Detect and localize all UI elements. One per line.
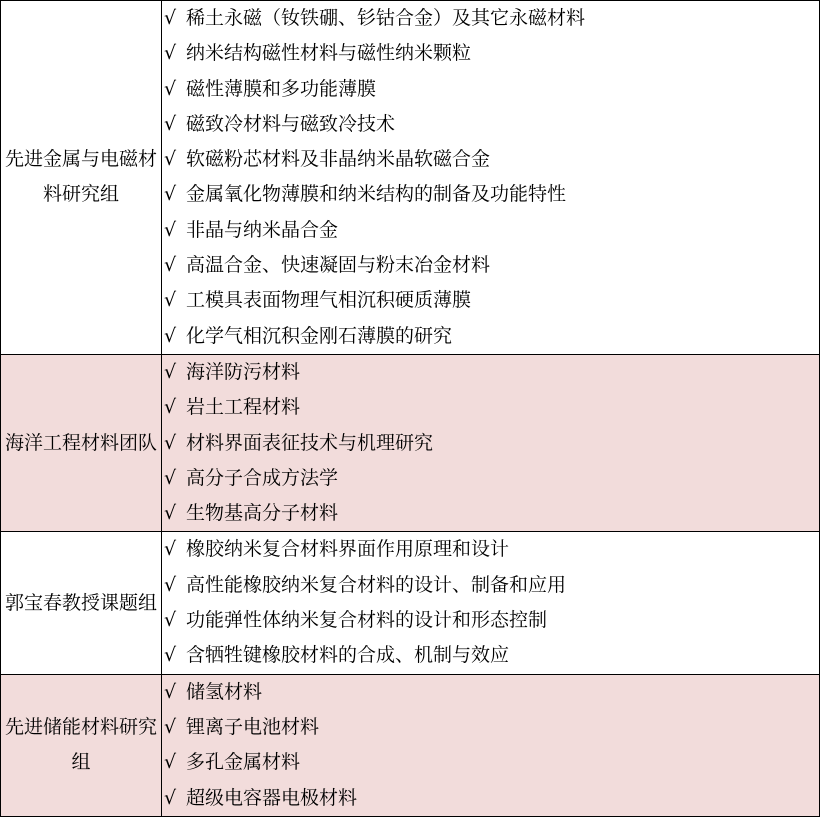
group-row (1, 674, 820, 816)
topic-item (162, 675, 819, 710)
topic-label: 稀土永磁（钕铁硼、钐钴合金）及其它永磁材料 (186, 7, 586, 29)
group-row (1, 354, 820, 531)
topic-item (162, 355, 819, 390)
topic-item (162, 710, 819, 745)
topic-label: 多孔金属材料 (186, 751, 301, 774)
topic-label: 高性能橡胶纳米复合材料的设计、制备和应用 (186, 573, 567, 596)
check-icon: √ (164, 751, 177, 774)
check-icon: √ (164, 7, 177, 29)
topic-item (162, 496, 819, 531)
topic-item (162, 745, 819, 780)
check-icon: √ (164, 786, 177, 809)
check-icon: √ (164, 42, 177, 65)
topic-item (162, 1, 819, 36)
topic-item (162, 390, 819, 425)
check-icon: √ (164, 573, 177, 596)
topic-item (162, 426, 819, 461)
check-icon: √ (164, 431, 177, 454)
group-row (1, 532, 820, 674)
check-icon: √ (164, 609, 177, 632)
group-name: 郭宝春教授课题组 (1, 532, 162, 674)
check-icon: √ (164, 254, 177, 277)
topic-item (162, 319, 819, 354)
topic-list (162, 354, 820, 531)
topic-label: 化学气相沉积金刚石薄膜的研究 (186, 324, 453, 347)
topic-label: 储氢材料 (186, 680, 263, 703)
topic-list (162, 674, 820, 816)
check-icon: √ (164, 644, 177, 667)
topic-item (162, 638, 819, 673)
topic-label: 金属氧化物薄膜和纳米结构的制备及功能特性 (186, 183, 567, 206)
check-icon: √ (164, 289, 177, 312)
topic-item (162, 107, 819, 142)
topic-label: 软磁粉芯材料及非晶纳米晶软磁合金 (186, 148, 491, 171)
check-icon: √ (164, 466, 177, 489)
topic-label: 磁致冷材料与磁致冷技术 (186, 112, 396, 135)
topic-item (162, 213, 819, 248)
check-icon: √ (164, 360, 177, 383)
topic-label: 材料界面表征技术与机理研究 (186, 431, 434, 454)
topic-item (162, 532, 819, 567)
topic-label: 纳米结构磁性材料与磁性纳米颗粒 (186, 42, 472, 65)
topic-item (162, 177, 819, 212)
check-icon: √ (164, 183, 177, 206)
group-name: 先进储能材料研究组 (1, 674, 162, 816)
check-icon: √ (164, 680, 177, 703)
check-icon: √ (164, 396, 177, 419)
check-icon: √ (164, 715, 177, 738)
topic-item (162, 248, 819, 283)
topic-item (162, 781, 819, 816)
topic-label: 锂离子电池材料 (186, 715, 320, 738)
check-icon: √ (164, 148, 177, 171)
topic-item (162, 72, 819, 107)
topic-label: 超级电容器电极材料 (186, 786, 358, 809)
check-icon: √ (164, 218, 177, 241)
check-icon: √ (164, 538, 177, 561)
topic-label: 高分子合成方法学 (186, 466, 339, 489)
topic-label: 工模具表面物理气相沉积硬质薄膜 (186, 289, 472, 312)
group-row (1, 1, 820, 355)
topic-item (162, 461, 819, 496)
topic-item (162, 142, 819, 177)
topic-label: 高温合金、快速凝固与粉末冶金材料 (186, 254, 491, 277)
topic-item (162, 568, 819, 603)
topic-item (162, 283, 819, 318)
topic-list (162, 532, 820, 674)
group-name: 海洋工程材料团队 (1, 354, 162, 531)
topic-label: 含牺牲键橡胶材料的合成、机制与效应 (186, 644, 510, 667)
topic-item (162, 603, 819, 638)
topic-label: 非晶与纳米晶合金 (186, 218, 339, 241)
check-icon: √ (164, 324, 177, 347)
topic-label: 岩土工程材料 (186, 396, 301, 419)
topic-label: 橡胶纳米复合材料界面作用原理和设计 (186, 538, 510, 561)
check-icon: √ (164, 502, 177, 525)
group-name: 先进金属与电磁材料研究组 (1, 1, 162, 355)
topic-label: 磁性薄膜和多功能薄膜 (186, 77, 377, 100)
check-icon: √ (164, 77, 177, 100)
check-icon: √ (164, 112, 177, 135)
topic-label: 海洋防污材料 (186, 360, 301, 383)
topic-list (162, 1, 820, 355)
topic-label: 生物基高分子材料 (186, 502, 339, 525)
topic-item (162, 36, 819, 71)
topic-label: 功能弹性体纳米复合材料的设计和形态控制 (186, 609, 548, 632)
